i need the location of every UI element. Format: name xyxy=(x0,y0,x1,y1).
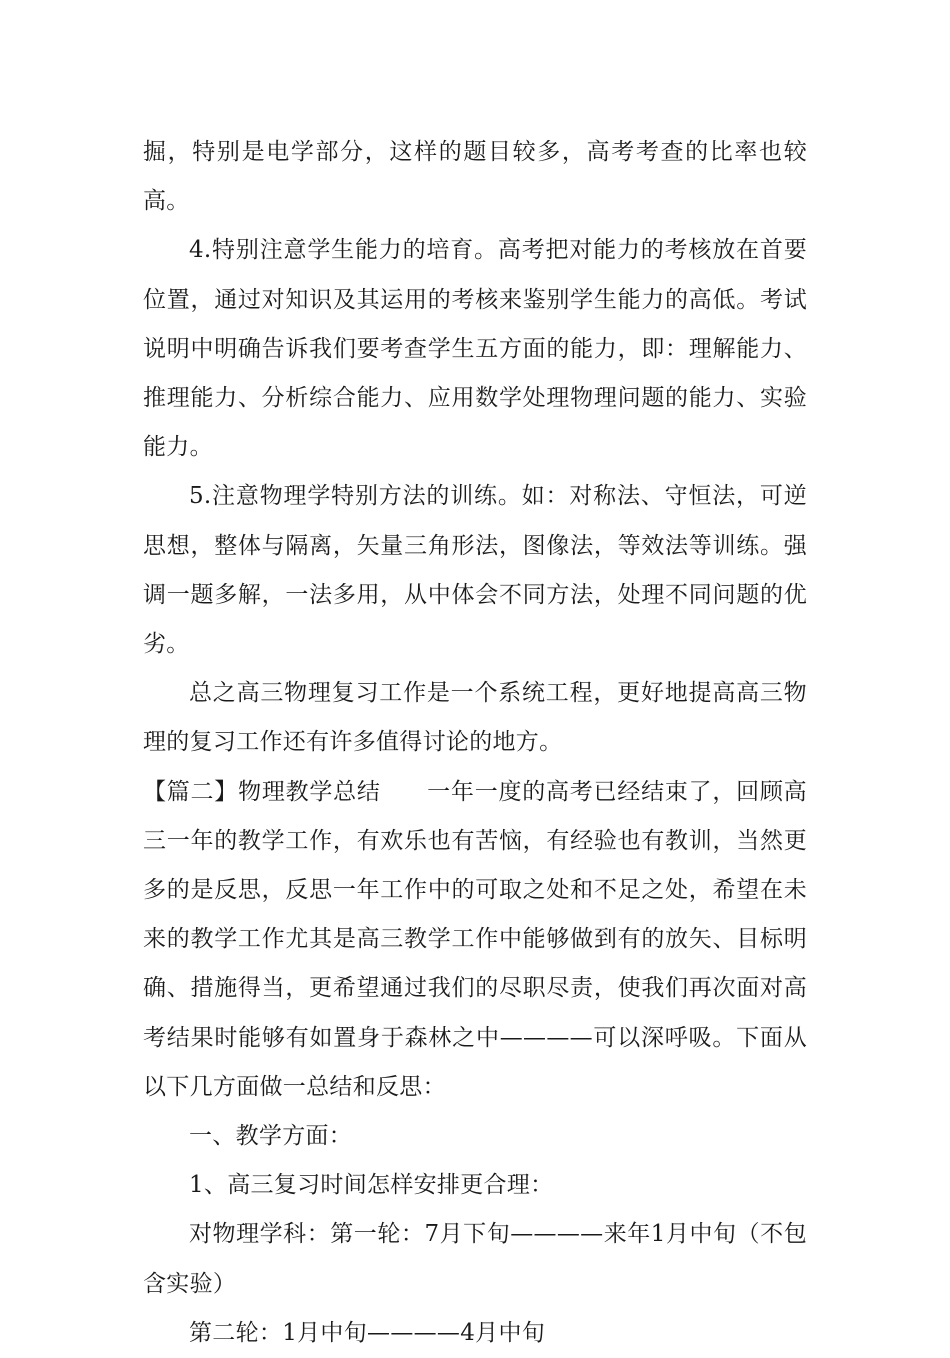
section-two-heading: 【篇二】物理教学总结 xyxy=(143,778,381,805)
paragraph-8: 对物理学科：第一轮：7月下旬————来年1月中旬（不包含实验） xyxy=(143,1221,807,1297)
paragraph-6: 一、教学方面： xyxy=(189,1123,353,1150)
section-two-body: 一年一度的高考已经结束了，回顾高三一年的教学工作，有欢乐也有苦恼，有经验也有教训，当然更多的是反思，反思一年工作中的可取之处和不足之处，希望在未来的教学工作尤其是高三教学工作中能够做到有的放矢、目标明确、措施得当，更希望通过我们的尽职尽责，使我们再次面对高考结果时能够有如置身于森林之中————可以深呼吸。下面从以下几方面做一总结和反思： xyxy=(143,778,807,1100)
paragraph-7: 1、高三复习时间怎样安排更合理： xyxy=(189,1172,554,1199)
paragraph-9: 第二轮：1月中旬————4月中旬 xyxy=(189,1319,546,1346)
paragraph-1: 掘，特别是电学部分，这样的题目较多，高考考查的比率也较高。 xyxy=(143,139,807,215)
document-body xyxy=(143,128,807,1358)
paragraph-4: 总之高三物理复习工作是一个系统工程，更好地提高高三物理的复习工作还有许多值得讨论的地方。 xyxy=(143,680,807,756)
paragraph-2: 4.特别注意学生能力的培育。高考把对能力的考核放在首要位置，通过对知识及其运用的考核来鉴别学生能力的高低。考试说明中明确告诉我们要考查学生五方面的能力，即：理解能力、推理能力、分析综合能力、应用数学处理物理问题的能力、实验能力。 xyxy=(143,237,807,461)
paragraph-3: 5.注意物理学特别方法的训练。如：对称法、守恒法，可逆思想，整体与隔离，矢量三角形法，图像法，等效法等训练。强调一题多解，一法多用，从中体会不同方法，处理不同问题的优劣。 xyxy=(143,483,807,658)
section-two-paragraph xyxy=(143,768,807,1112)
